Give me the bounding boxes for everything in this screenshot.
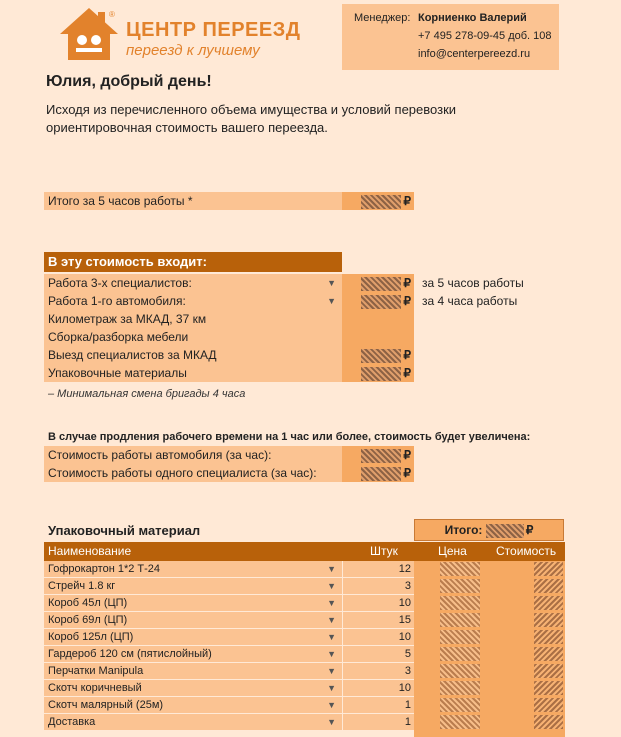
extension-label: Стоимость работы автомобиля (за час): (44, 446, 342, 464)
include-value: ₽ (342, 292, 414, 310)
include-value: ₽ (342, 274, 414, 292)
manager-contact-card (342, 4, 559, 70)
table-row[interactable] (44, 595, 565, 612)
dropdown-arrow-icon[interactable]: ▼ (327, 683, 336, 693)
redacted-value (361, 467, 401, 481)
item-name: Гардероб 120 см (пятислойный) ▼ (44, 646, 342, 663)
item-qty[interactable]: 10 (342, 629, 414, 646)
dropdown-arrow-icon[interactable]: ▼ (327, 278, 336, 288)
dropdown-arrow-icon[interactable]: ▼ (327, 717, 336, 727)
extension-value: ₽ (342, 446, 414, 464)
table-row[interactable] (44, 646, 565, 663)
redacted-cost (534, 579, 563, 593)
redacted-value (361, 277, 401, 291)
extension-label: Стоимость работы одного специалиста (за час): (44, 464, 342, 482)
item-name: Гофрокартон 1*2 Т-24 ▼ (44, 561, 342, 578)
table-row[interactable] (44, 714, 565, 731)
include-value: ₽ (342, 346, 414, 364)
redacted-value (361, 349, 401, 363)
redacted-value (361, 449, 401, 463)
item-qty[interactable]: 3 (342, 578, 414, 595)
redacted-cost (534, 613, 563, 627)
redacted-price (440, 613, 480, 627)
packing-table-header (44, 542, 565, 561)
dropdown-arrow-icon[interactable]: ▼ (327, 700, 336, 710)
redacted-cost (534, 562, 563, 576)
col-name-header: Наименование (48, 544, 132, 558)
item-name: Короб 125л (ЦП) ▼ (44, 629, 342, 646)
redacted-cost (534, 681, 563, 695)
redacted-value (361, 295, 401, 309)
col-cost-header: Стоимость (496, 544, 557, 558)
redacted-price (440, 698, 480, 712)
redacted-value (486, 524, 524, 538)
redacted-value (361, 367, 401, 381)
table-row[interactable] (44, 629, 565, 646)
redacted-price (440, 562, 480, 576)
redacted-price (440, 715, 480, 729)
redacted-cost (534, 698, 563, 712)
redacted-price (440, 579, 480, 593)
redacted-price (440, 681, 480, 695)
item-qty[interactable]: 1 (342, 697, 414, 714)
packing-total: Итого: ₽ (414, 519, 564, 541)
include-label: Работа 3-х специалистов: (48, 276, 192, 290)
include-label: Выезд специалистов за МКАД (44, 346, 342, 364)
redacted-cost (534, 664, 563, 678)
intro-text: Исходя из перечисленного объема имущества и условий перевозки ориентировочная стоимость вашего переезда. (46, 102, 457, 135)
item-name: Доставка ▼ (44, 714, 342, 731)
dropdown-arrow-icon[interactable]: ▼ (327, 666, 336, 676)
greeting-heading: Юлия, добрый день! (46, 73, 212, 90)
manager-email[interactable]: info@centerpereezd.ru (418, 48, 531, 60)
manager-label: Менеджер: (354, 12, 411, 24)
table-row[interactable] (44, 578, 565, 595)
item-qty[interactable]: 15 (342, 612, 414, 629)
company-logo (58, 6, 301, 66)
table-row[interactable] (44, 612, 565, 629)
include-note: за 4 часа работы (422, 294, 518, 308)
include-value (342, 310, 414, 328)
include-label: Работа 1-го автомобиля: (48, 294, 186, 308)
redacted-cost (534, 596, 563, 610)
redacted-cost (534, 647, 563, 661)
table-row[interactable] (44, 561, 565, 578)
min-shift-note: – Минимальная смена бригады 4 часа (48, 388, 246, 400)
include-label: Километраж за МКАД, 37 км (44, 310, 342, 328)
dropdown-arrow-icon[interactable]: ▼ (327, 564, 336, 574)
table-row[interactable] (44, 663, 565, 680)
redacted-price (440, 664, 480, 678)
include-label: Сборка/разборка мебели (44, 328, 342, 346)
registered-mark: ® (109, 10, 115, 19)
dropdown-arrow-icon[interactable]: ▼ (327, 649, 336, 659)
item-qty[interactable]: 5 (342, 646, 414, 663)
include-note: за 5 часов работы (422, 276, 524, 290)
item-name: Короб 69л (ЦП) ▼ (44, 612, 342, 629)
include-label: Упаковочные материалы (44, 364, 342, 382)
redacted-value (361, 195, 401, 209)
table-row[interactable] (44, 680, 565, 697)
extension-warning: В случае продления рабочего времени на 1 час или более, стоимость будет увеличена: (48, 431, 531, 443)
item-name: Короб 45л (ЦП) ▼ (44, 595, 342, 612)
dropdown-arrow-icon[interactable]: ▼ (327, 598, 336, 608)
item-name: Стрейч 1.8 кг ▼ (44, 578, 342, 595)
dropdown-arrow-icon[interactable]: ▼ (327, 615, 336, 625)
item-qty[interactable]: 3 (342, 663, 414, 680)
redacted-cost (534, 630, 563, 644)
redacted-cost (534, 715, 563, 729)
item-qty[interactable]: 10 (342, 680, 414, 697)
includes-header: В эту стоимость входит: (44, 252, 342, 272)
item-qty[interactable]: 12 (342, 561, 414, 578)
item-qty[interactable]: 1 (342, 714, 414, 731)
extension-value: ₽ (342, 464, 414, 482)
include-value: ₽ (342, 364, 414, 382)
logo-title: ЦЕНТР ПЕРЕЕЗД (126, 19, 301, 41)
item-name: Скотч малярный (25м) ▼ (44, 697, 342, 714)
col-price-header: Цена (438, 544, 467, 558)
manager-phone[interactable]: +7 495 278-09-45 доб. 108 (418, 30, 552, 42)
dropdown-arrow-icon[interactable]: ▼ (327, 581, 336, 591)
packing-total-label: Итого: (444, 523, 483, 537)
manager-name: Корниенко Валерий (418, 12, 527, 24)
redacted-price (440, 630, 480, 644)
total-value: ₽ (342, 192, 414, 210)
total-label: Итого за 5 часов работы * (44, 192, 342, 210)
item-name: Перчатки Manipula ▼ (44, 663, 342, 680)
logo-subtitle: переезд к лучшему (126, 42, 260, 59)
include-value (342, 328, 414, 346)
dropdown-arrow-icon[interactable]: ▼ (327, 632, 336, 642)
item-name: Скотч коричневый ▼ (44, 680, 342, 697)
col-qty-header: Штук (370, 544, 398, 558)
dropdown-arrow-icon[interactable]: ▼ (327, 296, 336, 306)
packing-title: Упаковочный материал (48, 523, 201, 538)
table-row[interactable] (44, 697, 565, 714)
redacted-price (440, 596, 480, 610)
item-qty[interactable]: 10 (342, 595, 414, 612)
redacted-price (440, 647, 480, 661)
